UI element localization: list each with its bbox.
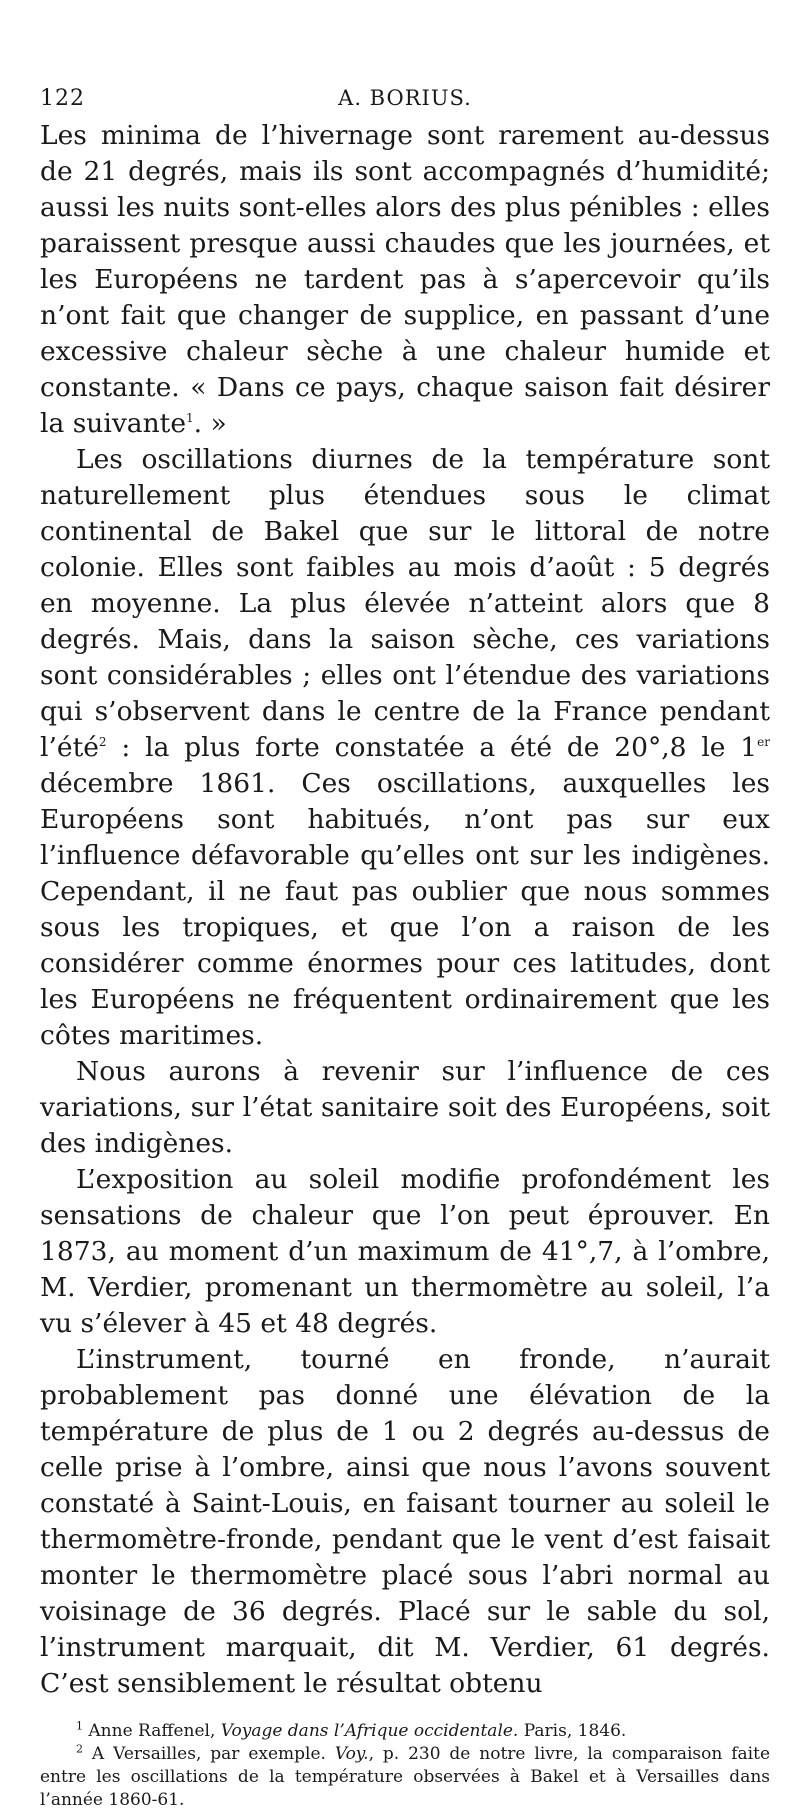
footnote-2 — [40, 1743, 770, 1812]
page — [40, 78, 770, 1812]
paragraph-4: L’exposition au soleil modifie profondément les sensations de chaleur que l’on peut éprouver. En 1873, au moment d’un maximum de 41°,7, à l’ombre, M. Verdier, promenant un thermomètre au soleil, l’a vu s’élever à 45 et 48 degrés. — [40, 1164, 770, 1339]
footnotes — [40, 1720, 770, 1812]
paragraph-1 — [40, 118, 770, 442]
footnote-2-part-a: A Versailles, par exemple. — [91, 1744, 335, 1764]
footnote-ref-1[interactable]: 1 — [186, 411, 194, 426]
footnote-2-voy: Voy. — [334, 1744, 369, 1764]
footnote-2-mark: 2 — [76, 1742, 83, 1756]
paragraph-1-end: . » — [193, 408, 227, 439]
paragraph-1-text: Les minima de l’hivernage sont rarement au-dessus de 21 degrés, mais ils sont accompagnés d’humidité; aussi les nuits sont-elles alors des plus pénibles : elles paraissent presque aussi chaudes que les journées, et les Européens ne tardent pas à s’apercevoir qu’ils n’ont fait que changer de supplice, en passant d’une excessive chaleur sèche à une chaleur humide et constante. « Dans ce pays, chaque saison fait désirer la suivante — [40, 120, 770, 439]
footnote-1-author: Anne Raffenel, — [88, 1721, 221, 1741]
page-header — [40, 78, 770, 118]
running-head: A. BORIUS. — [338, 86, 472, 110]
footnote-2-part-b: , p. 230 de notre livre, la comparaison faite entre les oscillations de la température observées à Bakel et à Versailles dans l’année 1860-61. — [40, 1744, 771, 1810]
footnote-1 — [40, 1720, 770, 1743]
footnote-1-title: Voyage dans l’Afrique occidentale. — [220, 1721, 519, 1741]
paragraph-3: Nous aurons à revenir sur l’influence de ces variations, sur l’état sanitaire soit des Européens, soit des indigènes. — [40, 1056, 770, 1159]
paragraph-2-part-c: décembre 1861. Ces oscillations, auxquelles les Européens sont habitués, n’ont pas sur eux l’influence défavorable qu’elles ont sur les indigènes. Cependant, il ne faut pas oublier que nous sommes sous les tropiques, et que l’on a raison de les considérer comme énormes pour ces latitudes, dont les Européens ne fréquentent ordinairement que les côtes maritimes. — [40, 768, 770, 1051]
ordinal-suffix: er — [757, 735, 770, 750]
page-number: 122 — [40, 86, 85, 111]
paragraph-2-part-a: Les oscillations diurnes de la température sont naturellement plus étendues sous le climat continental de Bakel que sur le littoral de notre colonie. Elles sont faibles au mois d’août : 5 degrés en moyenne. La plus élevée n’atteint alors que 8 degrés. Mais, dans la saison sèche, ces variations sont considérables ; elles ont l’étendue des variations qui s’observent dans le centre de la France pendant l’été — [40, 444, 770, 763]
paragraph-2-part-b: : la plus forte constatée a été de 20°,8 le 1 — [106, 732, 758, 763]
paragraph-5: L’instrument, tourné en fronde, n’aurait probablement pas donné une élévation de la température de plus de 1 ou 2 degrés au-dessus de celle prise à l’ombre, ainsi que nous l’avons souvent constaté à Saint-Louis, en faisant tourner au soleil le thermomètre-fronde, pendant que le vent d’est faisait monter le thermomètre placé sous l’abri normal au voisinage de 36 degrés. Placé sur le sable du sol, l’instrument marquait, dit M. Verdier, 61 degrés. C’est sensiblement le résultat obtenu — [40, 1344, 770, 1699]
footnote-ref-2[interactable]: 2 — [98, 735, 107, 750]
footnote-1-rest: Paris, 1846. — [518, 1721, 627, 1741]
paragraph-2 — [40, 442, 770, 1054]
footnote-1-mark: 1 — [76, 1719, 83, 1733]
body-text — [40, 118, 770, 1702]
